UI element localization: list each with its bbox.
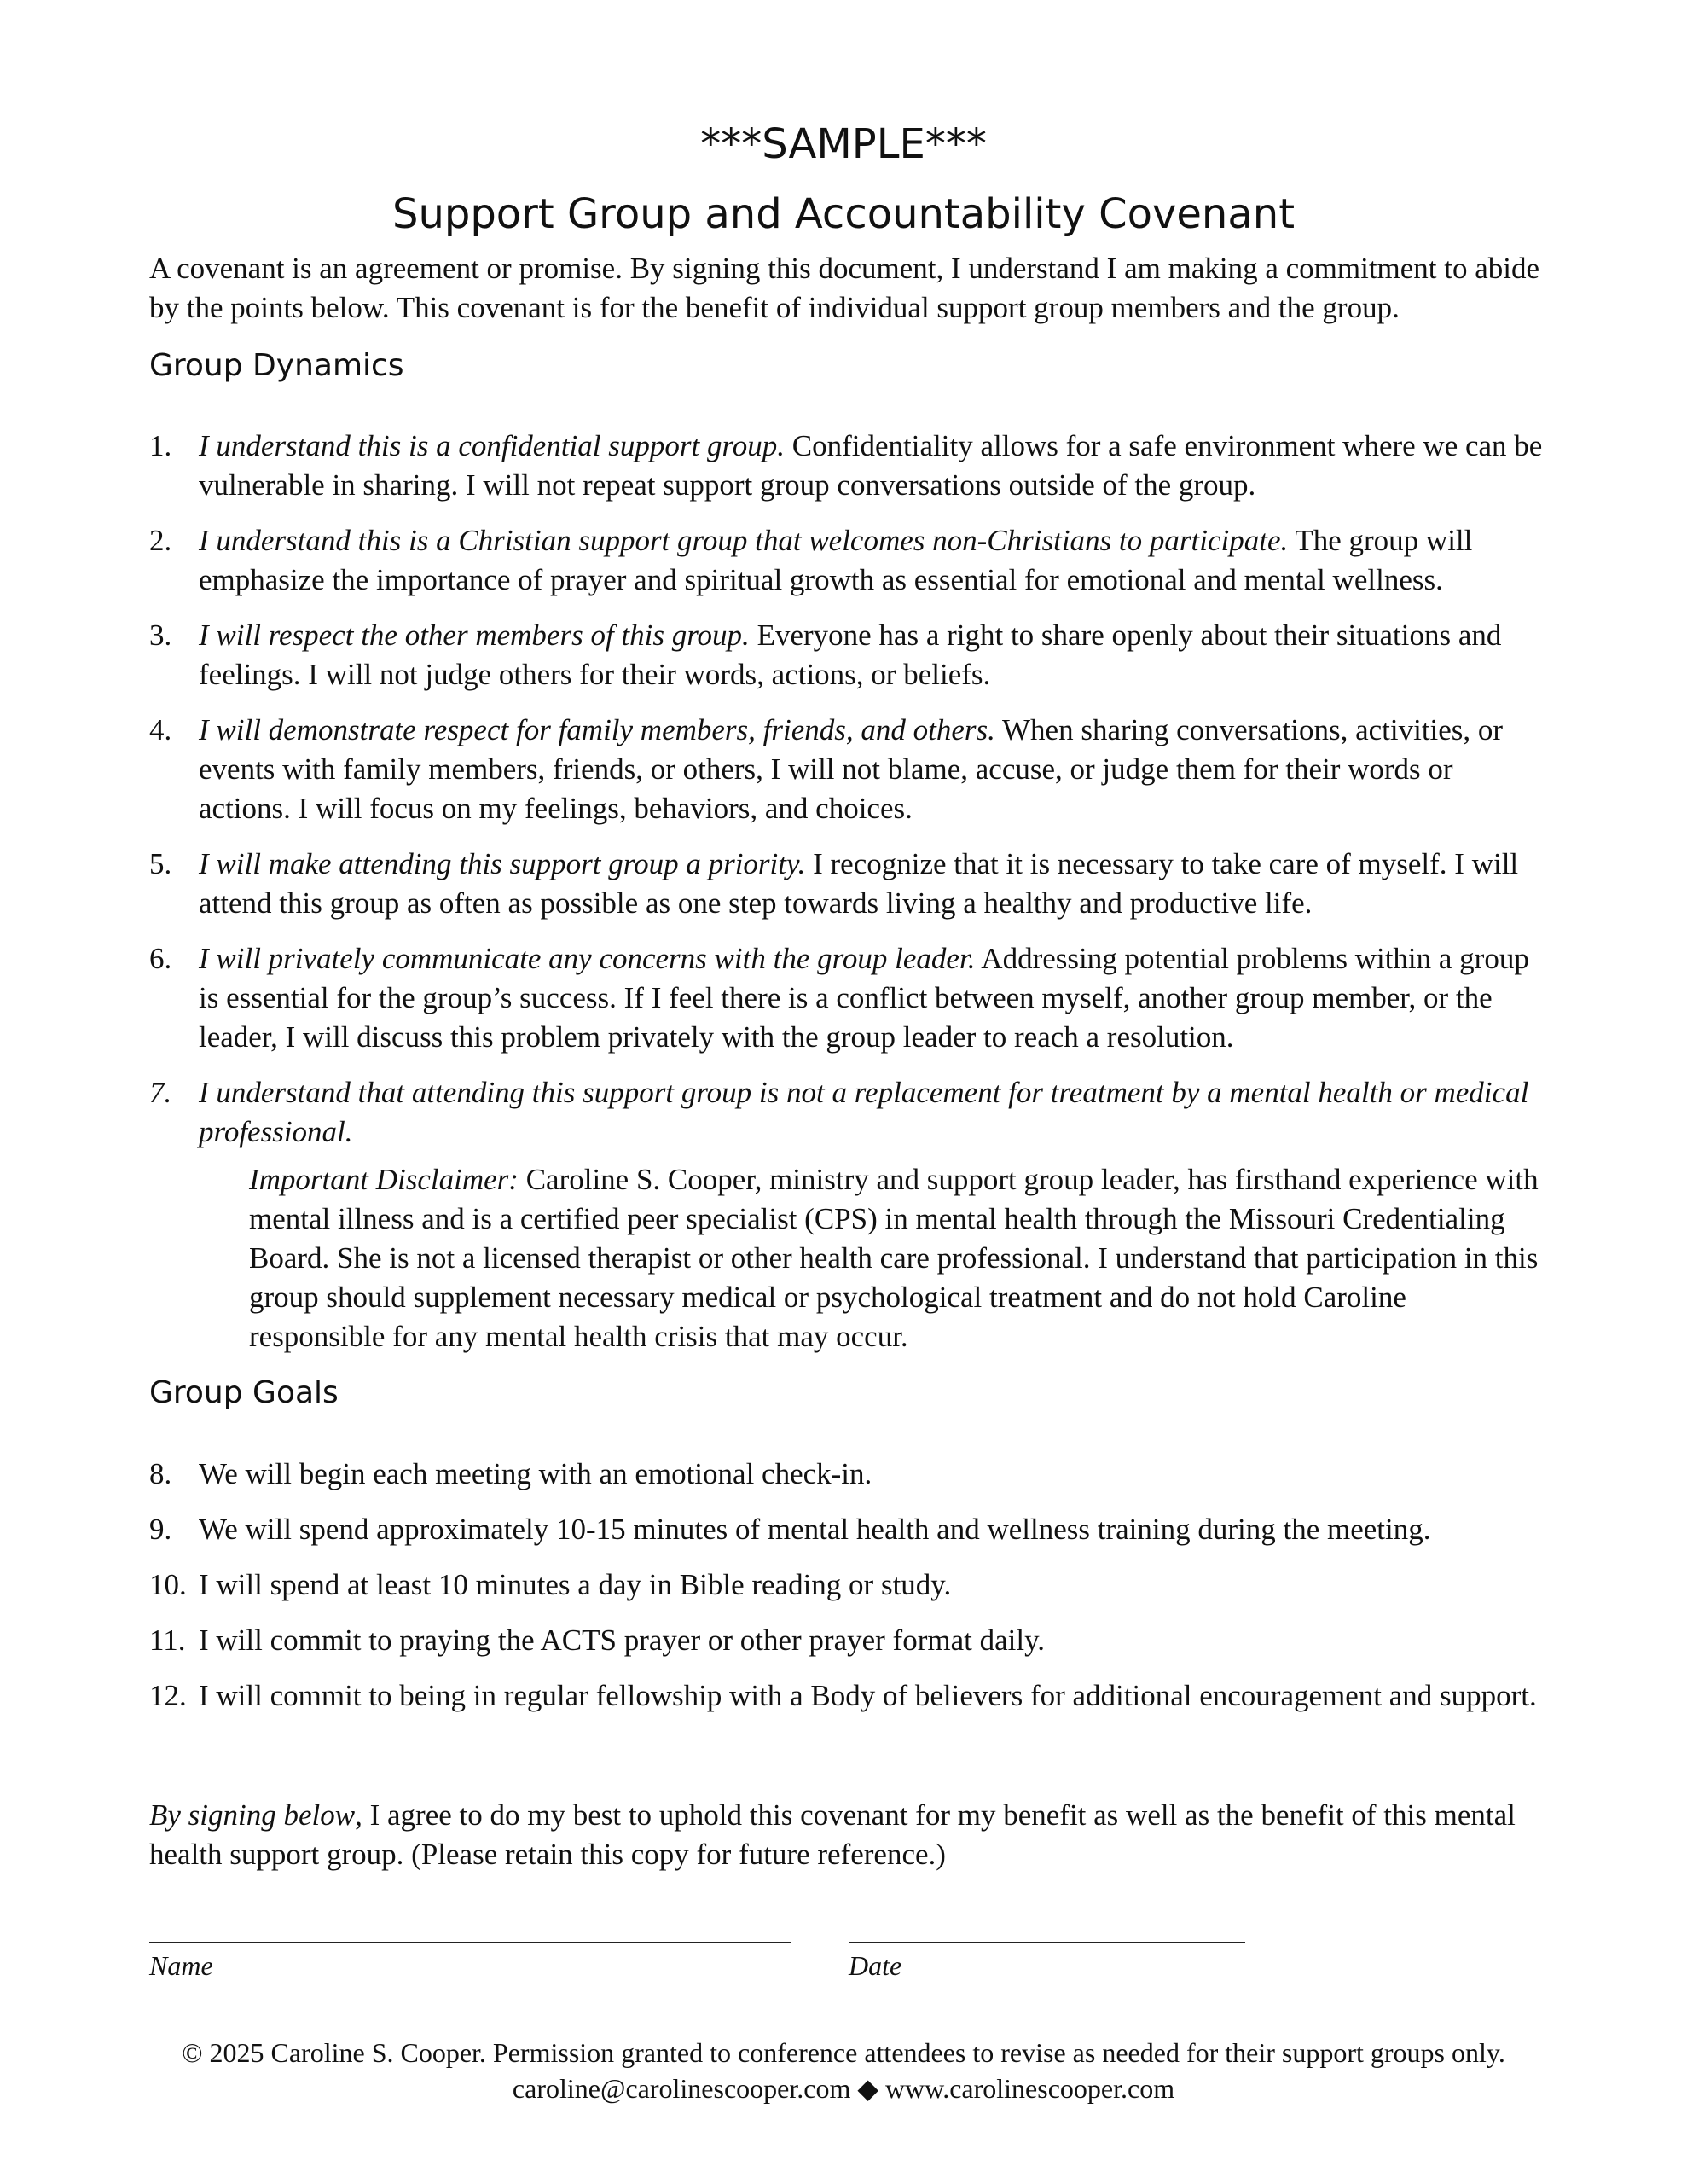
item-lead: I will make attending this support group a priority. xyxy=(199,847,806,880)
item-text: I will spend at least 10 minutes a day in Bible reading or study. xyxy=(199,1568,952,1601)
sample-label: ***SAMPLE*** xyxy=(700,120,987,168)
item-number: 1. xyxy=(149,429,172,462)
item-number: 7. xyxy=(149,1076,172,1109)
list-item xyxy=(149,427,1548,505)
item-number: 10. xyxy=(149,1568,187,1601)
item-lead: I will privately communicate any concerns with the group leader. xyxy=(199,942,976,975)
item-text: We will spend approximately 10-15 minutes of mental health and wellness training during the meeting. xyxy=(199,1513,1431,1546)
list-item xyxy=(149,1565,1548,1605)
list-item xyxy=(149,1676,1548,1716)
item-number: 6. xyxy=(149,942,172,975)
list-item xyxy=(149,939,1548,1057)
list-item xyxy=(149,845,1548,923)
disclaimer-lead: Important Disclaimer: xyxy=(249,1163,519,1196)
website-link[interactable]: www.carolinescooper.com xyxy=(884,2073,1175,2104)
name-signature-line[interactable] xyxy=(149,1942,791,1943)
item-number: 5. xyxy=(149,847,172,880)
item-number: 9. xyxy=(149,1513,172,1546)
item-number: 12. xyxy=(149,1679,187,1712)
agreement-lead: By signing below xyxy=(149,1798,356,1832)
email-link[interactable]: caroline@carolinescooper.com xyxy=(512,2073,851,2104)
list-item xyxy=(149,711,1548,828)
item-lead: I understand this is a confidential support group. xyxy=(199,429,786,462)
item-lead: I understand this is a Christian support group that welcomes non-Christians to participate. xyxy=(199,524,1289,557)
section-heading-goals: Group Goals xyxy=(149,1375,339,1410)
contact-line xyxy=(0,2071,1687,2106)
item-text: Everyone has a right to share openly about their situations and feelings. I will not judge others for their words, actions, or beliefs. xyxy=(199,619,1502,691)
item-text: The group will emphasize the importance of prayer and spiritual growth as essential for emotional and mental wellness. xyxy=(199,524,1473,596)
item-text: I will commit to praying the ACTS prayer or other prayer format daily. xyxy=(199,1623,1046,1657)
agreement-paragraph xyxy=(149,1796,1548,1874)
footer xyxy=(0,2035,1687,2106)
list-item xyxy=(149,616,1548,694)
item-lead: I will demonstrate respect for family members, friends, and others. xyxy=(199,713,995,746)
item-text: I recognize that it is necessary to take care of myself. I will attend this group as often as possible as one step towards living a healthy and productive life. xyxy=(199,847,1519,920)
item-number: 8. xyxy=(149,1457,172,1490)
item-number: 2. xyxy=(149,524,172,557)
item-number: 3. xyxy=(149,619,172,652)
item-lead: I will respect the other members of this group. xyxy=(199,619,750,652)
name-label: Name xyxy=(149,1950,213,1981)
document-title: Support Group and Accountability Covenant xyxy=(391,190,1296,238)
title-block xyxy=(0,109,1687,249)
section-heading-dynamics: Group Dynamics xyxy=(149,348,404,383)
list-item xyxy=(149,1455,1548,1494)
diamond-separator-icon: ◆ xyxy=(857,2073,878,2104)
list-item xyxy=(149,1073,1548,1152)
item-text: Confidentiality allows for a safe environment where we can be vulnerable in sharing. I will not repeat support group conversations outside of the group. xyxy=(199,429,1543,502)
list-item xyxy=(149,521,1548,600)
list-item xyxy=(149,1621,1548,1660)
item-lead: I understand that attending this support group is not a replacement for treatment by a mental health or medical professional. xyxy=(199,1076,1529,1148)
date-signature-line[interactable] xyxy=(849,1942,1245,1943)
agreement-text: , I agree to do my best to uphold this covenant for my benefit as well as the benefit of this mental health support group. (Please retain this copy for future reference.) xyxy=(149,1798,1516,1871)
item-text: I will commit to being in regular fellowship with a Body of believers for additional encouragement and support. xyxy=(199,1679,1537,1712)
item-number: 4. xyxy=(149,713,172,746)
disclaimer-text: Caroline S. Cooper, ministry and support group leader, has firsthand experience with mental illness and is a certified peer specialist (CPS) in mental health through the Missouri Credentialing Board. She is not a licensed therapist or other health care professional. I understand that participation in this group should supplement necessary medical or psychological treatment and do not hold Caroline responsible for any mental health crisis that may occur. xyxy=(249,1163,1539,1353)
date-label: Date xyxy=(849,1950,902,1981)
item-text: When sharing conversations, activities, or events with family members, friends, or others, I will not blame, accuse, or judge them for their words or actions. I will focus on my feelings, behaviors, and choices. xyxy=(199,713,1504,825)
copyright-text: © 2025 Caroline S. Cooper. Permission granted to conference attendees to revise as needed for their support groups only. xyxy=(182,2037,1505,2068)
item-number: 11. xyxy=(149,1623,186,1657)
intro-paragraph: A covenant is an agreement or promise. By signing this document, I understand I am making a commitment to abide by the points below. This covenant is for the benefit of individual support group members and the group. xyxy=(149,252,1540,324)
disclaimer-paragraph xyxy=(249,1160,1545,1356)
item-text: We will begin each meeting with an emotional check-in. xyxy=(199,1457,872,1490)
list-item xyxy=(149,1510,1548,1549)
item-text: Addressing potential problems within a group is essential for the group’s success. If I feel there is a conflict between myself, another group member, or the leader, I will discuss this problem privately with the group leader to reach a resolution. xyxy=(199,942,1529,1054)
